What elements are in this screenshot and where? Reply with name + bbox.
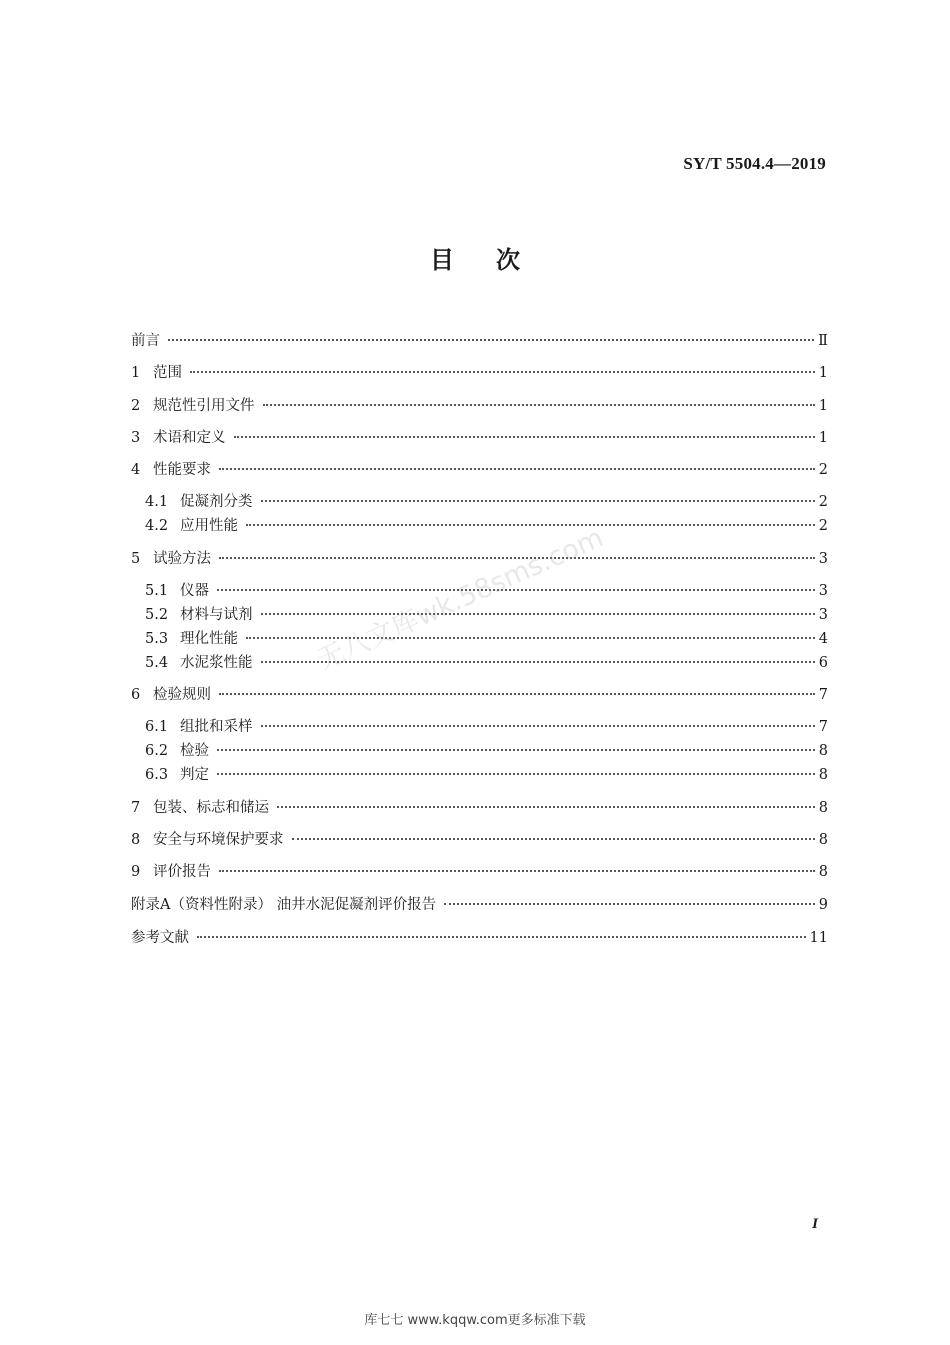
toc-entry-number: 2	[131, 398, 141, 414]
toc-leader-dots	[444, 902, 815, 905]
toc-entry-page: 2	[818, 462, 828, 478]
toc-entry-number: 5.3	[145, 631, 169, 647]
toc-entry-number: 5	[131, 551, 141, 567]
toc-entry-label: 检验	[180, 743, 209, 759]
toc-entry-number: 4.1	[145, 494, 169, 510]
toc-entry-page: 2	[818, 518, 828, 534]
toc-entry-page: 8	[818, 800, 828, 816]
toc-entry[interactable]	[145, 627, 828, 651]
toc-entry-page: 4	[818, 631, 828, 647]
toc-entry-label: 应用性能	[180, 518, 238, 534]
toc-entry-page: 1	[818, 365, 828, 381]
toc-leader-dots	[217, 772, 815, 775]
toc-entry-label: 评价报告	[153, 864, 211, 880]
toc-leader-dots	[261, 612, 815, 615]
toc-entry[interactable]	[131, 458, 828, 482]
toc-entry[interactable]	[131, 426, 828, 450]
toc-entry[interactable]	[145, 651, 828, 675]
toc-entry[interactable]	[145, 715, 828, 739]
toc-entry-label: 组批和采样	[180, 719, 253, 735]
toc-entry-label: 规范性引用文件	[153, 398, 255, 414]
toc-entry-label: 水泥浆性能	[180, 655, 253, 671]
toc-leader-dots	[261, 724, 815, 727]
toc-leader-dots	[246, 523, 815, 526]
toc-entry-label: 判定	[180, 767, 209, 783]
toc-entry-number: 1	[131, 365, 141, 381]
toc-entry-label: 理化性能	[180, 631, 238, 647]
toc-entry[interactable]	[131, 394, 828, 418]
toc-entry-number: 6.2	[145, 743, 169, 759]
toc-entry-number: 3	[131, 430, 141, 446]
toc-entry-number: 5.1	[145, 583, 169, 599]
toc-leader-dots	[263, 403, 815, 406]
toc-entry-page: 8	[818, 864, 828, 880]
toc-entry-label: 包装、标志和储运	[153, 800, 269, 816]
toc-entry[interactable]	[131, 796, 828, 820]
toc-entry[interactable]	[131, 893, 828, 917]
toc-entry[interactable]	[131, 329, 828, 353]
toc-leader-dots	[261, 499, 815, 502]
toc-entry-label: 试验方法	[153, 551, 211, 567]
toc-entry-label: 参考文献	[131, 930, 189, 946]
toc-leader-dots	[219, 692, 815, 695]
toc-entry[interactable]	[131, 361, 828, 385]
toc-entry-label: 促凝剂分类	[180, 494, 253, 510]
toc-leader-dots	[292, 837, 815, 840]
toc-entry[interactable]	[131, 828, 828, 852]
toc-entry-label: 安全与环境保护要求	[153, 832, 284, 848]
toc-leader-dots	[217, 748, 815, 751]
standard-code: SY/T 5504.4—2019	[683, 154, 826, 173]
toc-leader-dots	[219, 869, 815, 872]
toc-entry-page: Ⅱ	[818, 333, 828, 349]
toc-leader-dots	[197, 935, 806, 938]
toc-leader-dots	[190, 370, 815, 373]
toc-entry-label: 性能要求	[153, 462, 211, 478]
toc-entry-number: 9	[131, 864, 141, 880]
toc-entry[interactable]	[145, 490, 828, 514]
toc-entry-page: 8	[818, 832, 828, 848]
watermark: 无八文库wk.58sms.com	[312, 522, 609, 677]
toc-entry-page: 7	[818, 719, 828, 735]
toc-entry-number: 5.4	[145, 655, 169, 671]
toc-leader-dots	[168, 338, 814, 341]
toc-entry-number: 6	[131, 687, 141, 703]
toc-entry[interactable]	[145, 603, 828, 627]
toc-leader-dots	[234, 435, 815, 438]
toc-entry[interactable]	[131, 860, 828, 884]
toc-entry-number: 6.1	[145, 719, 169, 735]
toc-entry-number: 4.2	[145, 518, 169, 534]
toc-entry-label: 仪器	[180, 583, 209, 599]
toc-entry-page: 11	[809, 930, 828, 946]
toc-entry[interactable]	[131, 926, 828, 950]
page-number: I	[812, 1216, 818, 1232]
toc-entry-label: 范围	[153, 365, 182, 381]
toc-leader-dots	[219, 467, 815, 470]
toc-entry-label: 附录A（资料性附录） 油井水泥促凝剂评价报告	[131, 897, 437, 913]
toc-entry-page: 3	[818, 551, 828, 567]
toc-entry[interactable]	[145, 739, 828, 763]
toc-entry-page: 6	[818, 655, 828, 671]
toc-entry-page: 1	[818, 398, 828, 414]
toc-entry-page: 3	[818, 607, 828, 623]
toc-entry-page: 8	[818, 743, 828, 759]
footer-text: 库七七 www.kqqw.com更多标准下载	[364, 1313, 586, 1328]
toc-entry-page: 3	[818, 583, 828, 599]
toc-entry-number: 4	[131, 462, 141, 478]
toc-leader-dots	[277, 805, 815, 808]
toc-entry-page: 1	[818, 430, 828, 446]
toc-entry-number: 5.2	[145, 607, 169, 623]
toc-entry[interactable]	[145, 514, 828, 538]
toc-entry-label: 检验规则	[153, 687, 211, 703]
toc-entry[interactable]	[131, 683, 828, 707]
toc-entry[interactable]	[145, 763, 828, 787]
toc-entry-page: 7	[818, 687, 828, 703]
toc-entry-number: 6.3	[145, 767, 169, 783]
toc-entry-page: 8	[818, 767, 828, 783]
toc-entry-number: 8	[131, 832, 141, 848]
toc-entry-label: 术语和定义	[153, 430, 226, 446]
toc-entry-number: 7	[131, 800, 141, 816]
toc-entry-page: 2	[818, 494, 828, 510]
toc-entry-label: 材料与试剂	[180, 607, 253, 623]
toc-entry-page: 9	[818, 897, 828, 913]
page-title: 目次	[430, 246, 562, 274]
toc-entry-label: 前言	[131, 333, 160, 349]
